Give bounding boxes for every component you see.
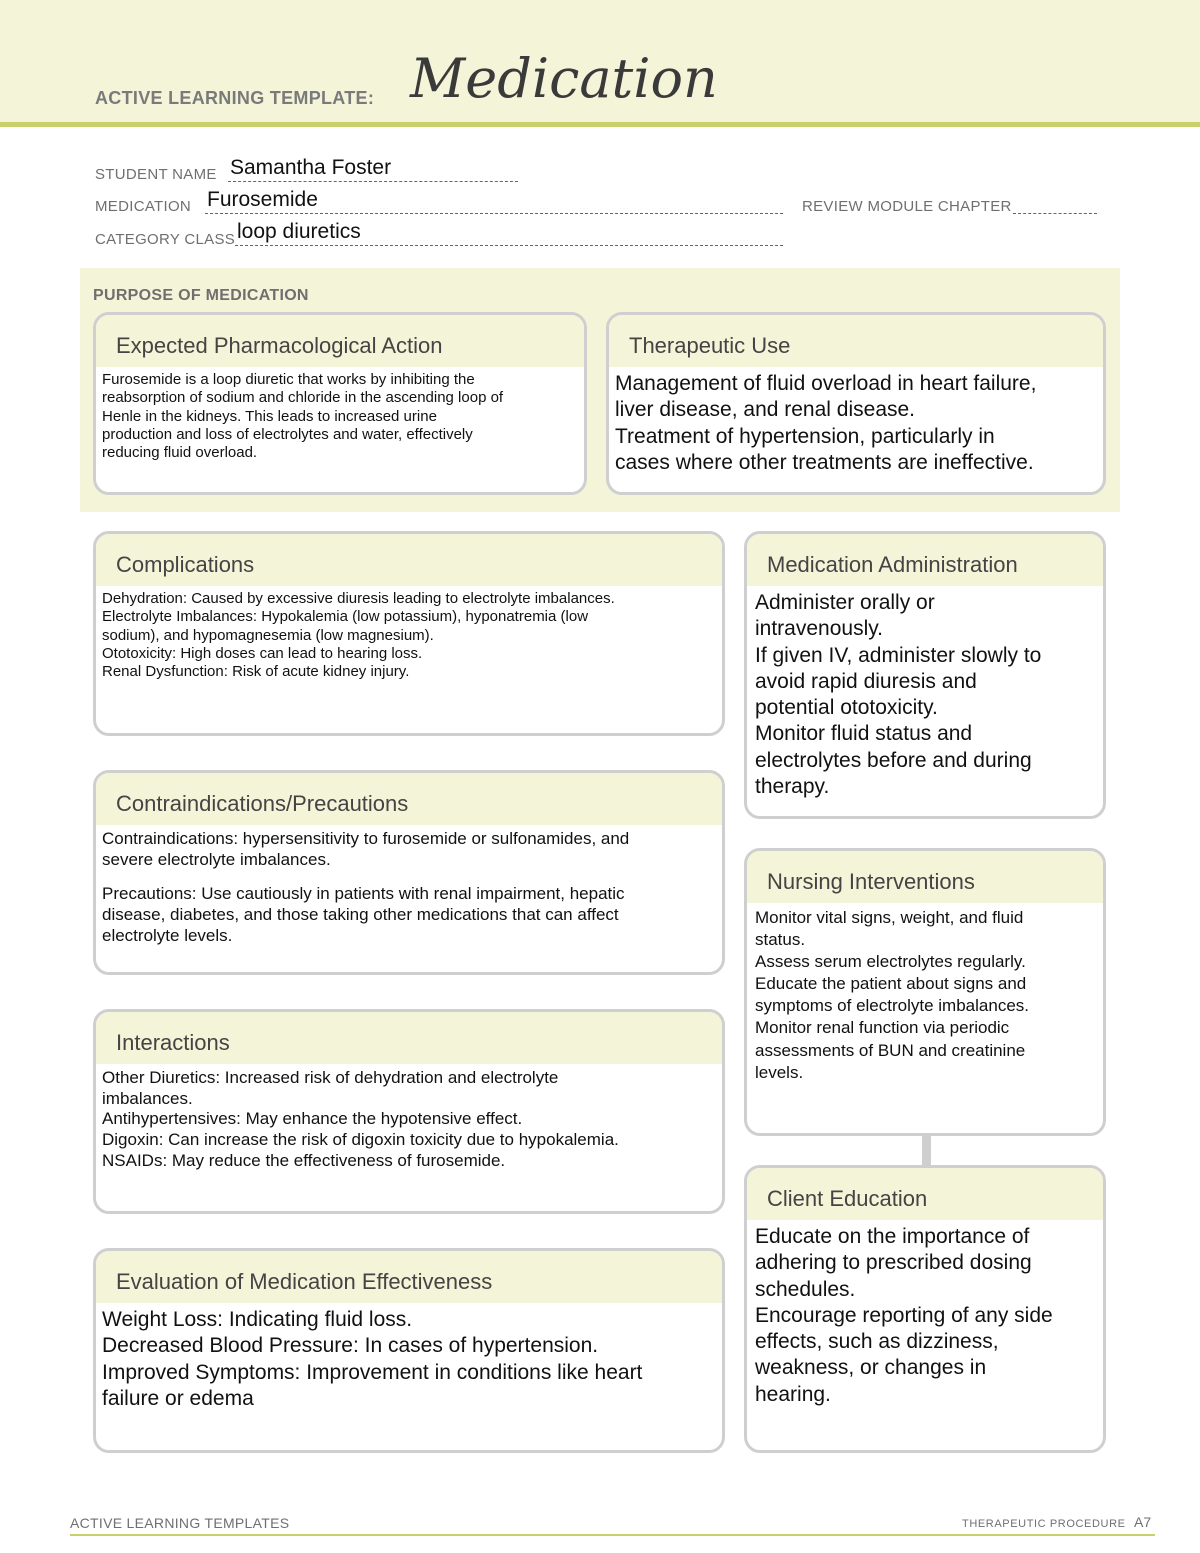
body-line: Improved Symptoms: Improvement in conditions like heart: [102, 1360, 643, 1384]
therapeutic-use-body[interactable]: [609, 367, 1103, 476]
body-line: sodium), and hypomagnesemia (low magnesium).: [102, 626, 434, 644]
interactions-card: [93, 1009, 725, 1214]
body-line: adhering to prescribed dosing: [755, 1251, 1032, 1275]
template-label: ACTIVE LEARNING TEMPLATE:: [95, 88, 375, 108]
therapeutic-use-card: [606, 312, 1106, 495]
contraindications-card: [93, 770, 725, 975]
body-line: electrolyte levels.: [102, 925, 233, 945]
body-line: Electrolyte Imbalances: Hypokalemia (low potassium), hyponatremia (low: [102, 608, 589, 626]
body-line: schedules.: [755, 1277, 856, 1301]
body-line: electrolytes before and during: [755, 748, 1032, 772]
body-line: Other Diuretics: Increased risk of dehydration and electrolyte: [102, 1068, 559, 1087]
body-line: status.: [755, 930, 806, 950]
evaluation-title: Evaluation of Medication Effectiveness: [96, 1251, 722, 1303]
complications-title: Complications: [96, 534, 722, 586]
body-line: therapy.: [755, 774, 830, 798]
body-line: potential ototoxicity.: [755, 696, 938, 719]
expected-action-card: [93, 312, 587, 495]
footer-right: THERAPEUTIC PROCEDURE: [962, 1518, 1126, 1530]
complications-body[interactable]: [96, 586, 722, 681]
body-line: effects, such as dizziness,: [755, 1330, 999, 1353]
body-line: disease, diabetes, and those taking other medications that can affect: [102, 905, 619, 925]
contraindications-body[interactable]: [96, 825, 722, 947]
body-line: reducing fluid overload.: [102, 444, 258, 462]
body-line: assessments of BUN and creatinine: [755, 1040, 1026, 1060]
nursing-interventions-card: [744, 848, 1106, 1136]
evaluation-card: [93, 1248, 725, 1453]
body-line: Monitor vital signs, weight, and fluid: [755, 908, 1024, 927]
body-line: Antihypertensives: May enhance the hypotensive effect.: [102, 1109, 523, 1129]
client-education-body[interactable]: [747, 1220, 1103, 1408]
body-line: intravenously.: [755, 617, 884, 641]
body-line: avoid rapid diuresis and: [755, 669, 977, 693]
body-line: Educate the patient about signs and: [755, 974, 1027, 994]
expected-action-title: Expected Pharmacological Action: [96, 315, 584, 367]
body-line: Assess serum electrolytes regularly.: [755, 952, 1026, 972]
card-connector: [922, 1134, 931, 1167]
body-line: hearing.: [755, 1382, 831, 1406]
body-line: Furosemide is a loop diuretic that works by inhibiting the: [102, 371, 475, 388]
page-title: Medication: [410, 47, 718, 110]
body-line: Monitor fluid status and: [755, 722, 973, 746]
body-line: imbalances.: [102, 1088, 193, 1108]
body-line: symptoms of electrolyte imbalances.: [755, 996, 1029, 1016]
body-line: Treatment of hypertension, particularly in: [615, 424, 995, 448]
expected-action-body[interactable]: [96, 367, 584, 462]
body-line: Administer orally or: [755, 591, 935, 614]
medication-administration-title: Medication Administration: [747, 534, 1103, 586]
body-line: severe electrolyte imbalances.: [102, 849, 331, 869]
body-line: Contraindications: hypersensitivity to furosemide or sulfonamides, and: [102, 829, 630, 848]
body-line: failure or edema: [102, 1386, 254, 1410]
body-line: Renal Dysfunction: Risk of acute kidney injury.: [102, 663, 410, 681]
footer-rule: [70, 1534, 1155, 1536]
review-module-field[interactable]: [1013, 213, 1097, 214]
student-name-label: STUDENT NAME: [95, 166, 217, 183]
body-line: Precautions: Use cautiously in patients with renal impairment, hepatic: [102, 884, 625, 904]
nursing-interventions-title: Nursing Interventions: [747, 851, 1103, 903]
category-class-line: [235, 245, 783, 246]
body-line: Henle in the kidneys. This leads to increased urine: [102, 407, 437, 425]
medication-administration-body[interactable]: [747, 586, 1103, 800]
medication-administration-card: [744, 531, 1106, 819]
body-line: Decreased Blood Pressure: In cases of hypertension.: [102, 1334, 599, 1358]
page-number: A7: [1134, 1514, 1152, 1530]
student-name-field[interactable]: Samantha Foster: [230, 156, 392, 179]
complications-card: [93, 531, 725, 736]
body-line: Weight Loss: Indicating fluid loss.: [102, 1308, 413, 1331]
body-line: Dehydration: Caused by excessive diuresis leading to electrolyte imbalances.: [102, 590, 615, 607]
body-line: weakness, or changes in: [755, 1356, 987, 1380]
client-education-card: [744, 1165, 1106, 1453]
footer-left: ACTIVE LEARNING TEMPLATES: [70, 1515, 290, 1531]
category-class-field[interactable]: loop diuretics: [237, 220, 361, 243]
body-line: Digoxin: Can increase the risk of digoxin toxicity due to hypokalemia.: [102, 1130, 619, 1150]
body-line: NSAIDs: May reduce the effectiveness of furosemide.: [102, 1150, 506, 1170]
body-line: liver disease, and renal disease.: [615, 398, 916, 422]
student-name-line: [228, 181, 518, 182]
body-line: Ototoxicity: High doses can lead to hearing loss.: [102, 644, 423, 662]
category-class-label: CATEGORY CLASS: [95, 231, 236, 248]
interactions-title: Interactions: [96, 1012, 722, 1064]
header-rule: [0, 122, 1200, 127]
nursing-interventions-body[interactable]: [747, 903, 1103, 1084]
body-line: Educate on the importance of: [755, 1225, 1030, 1248]
client-education-title: Client Education: [747, 1168, 1103, 1220]
purpose-label: PURPOSE OF MEDICATION: [93, 287, 309, 304]
body-line: If given IV, administer slowly to: [755, 643, 1042, 667]
body-line: Encourage reporting of any side: [755, 1303, 1053, 1327]
evaluation-body[interactable]: [96, 1303, 722, 1412]
medication-field[interactable]: Furosemide: [207, 188, 318, 211]
paragraph-gap: [102, 870, 716, 884]
medication-label: MEDICATION: [95, 198, 192, 215]
contraindications-title: Contraindications/Precautions: [96, 773, 722, 825]
body-line: Monitor renal function via periodic: [755, 1018, 1010, 1038]
body-line: production and loss of electrolytes and water, effectively: [102, 425, 473, 443]
body-line: cases where other treatments are ineffective.: [615, 450, 1034, 474]
medication-line: [205, 213, 783, 214]
review-module-label: REVIEW MODULE CHAPTER: [802, 198, 1012, 215]
therapeutic-use-title: Therapeutic Use: [609, 315, 1103, 367]
body-line: Management of fluid overload in heart failure,: [615, 372, 1037, 395]
interactions-body[interactable]: [96, 1064, 722, 1172]
body-line: reabsorption of sodium and chloride in the ascending loop of: [102, 389, 504, 407]
body-line: levels.: [755, 1062, 804, 1082]
